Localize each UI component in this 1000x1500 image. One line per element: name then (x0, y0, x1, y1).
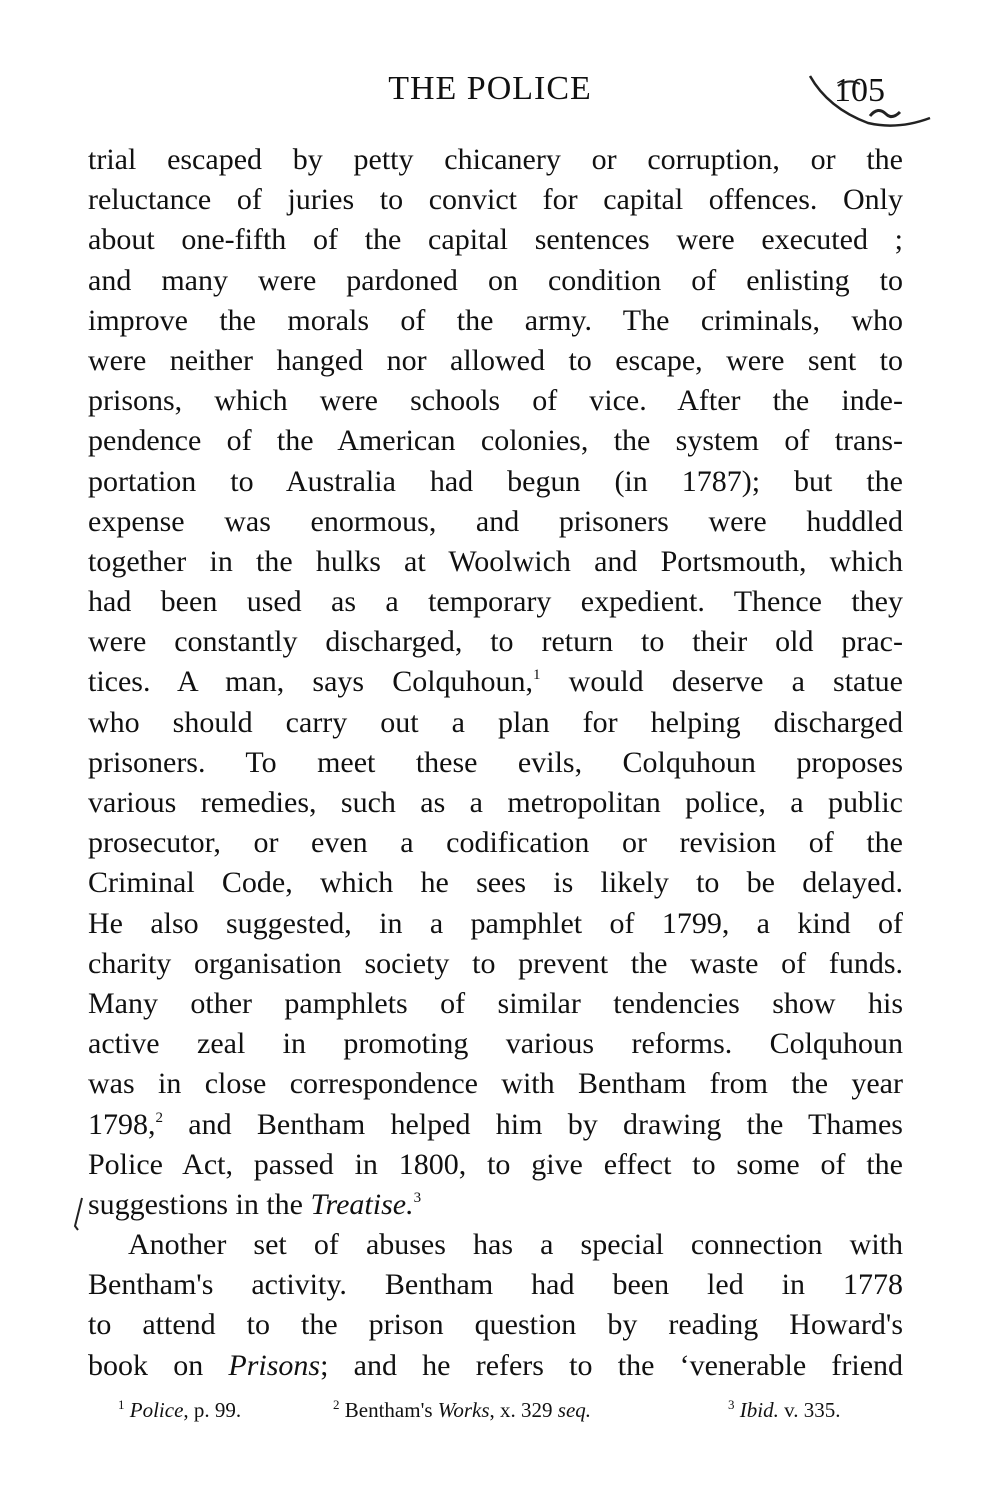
text-line: Police Act, passed in 1800, to give effect to some of the (88, 1147, 903, 1181)
text-line: was in close correspondence with Bentham from the year (88, 1067, 903, 1101)
text-line: who should carry out a plan for helping discharged (88, 705, 903, 739)
text-line: prosecutor, or even a codification or revision of the (88, 826, 903, 860)
text-line: reluctance of juries to convict for capital offences. Only (88, 183, 903, 217)
footnote-title: Police (129, 1398, 184, 1422)
page-number: 105 (834, 72, 885, 109)
text-line (88, 1185, 903, 1225)
text-line: to attend to the prison question by reading Howard's (88, 1308, 903, 1342)
text-line: trial escaped by petty chicanery or corruption, or the (88, 143, 903, 176)
text-line (88, 1105, 903, 1145)
footnote-3 (728, 1398, 840, 1423)
footnote-title: Ibid. (739, 1398, 779, 1422)
text-line: and many were pardoned on condition of enlisting to (88, 263, 903, 297)
text-segment: and Bentham helped him by drawing the Thames (163, 1107, 903, 1141)
text-segment: 1798, (88, 1107, 156, 1141)
text-line: active zeal in promoting various reforms. Colquhoun (88, 1027, 903, 1061)
text-line (88, 662, 903, 702)
running-title: THE POLICE (388, 70, 592, 107)
text-line: were neither hanged nor allowed to escape, were sent to (88, 343, 903, 377)
margin-pen-mark (70, 1196, 90, 1256)
text-line: about one-fifth of the capital sentences were executed ; (88, 223, 903, 257)
text-line (88, 1346, 903, 1386)
text-line: Criminal Code, which he sees is likely to be delayed. (88, 866, 903, 900)
text-segment: book on (88, 1348, 229, 1382)
text-segment: tices. A man, says Colquhoun, (88, 665, 534, 699)
text-line: improve the morals of the army. The criminals, who (88, 303, 903, 337)
text-line: He also suggested, in a pamphlet of 1799, a kind of (88, 906, 903, 940)
footnote-mark: 2 (333, 1397, 340, 1412)
text-line: Bentham's activity. Bentham had been led in 1778 (88, 1268, 903, 1302)
footnote-ref: 3 (413, 1189, 422, 1206)
footnote-1 (118, 1398, 241, 1423)
text-line: Another set of abuses has a special connection with (128, 1228, 903, 1262)
footnote-title: Works (437, 1398, 490, 1422)
footnote-title: seq. (557, 1398, 592, 1422)
text-line: charity organisation society to prevent the waste of funds. (88, 946, 903, 980)
footnote-mark: 3 (728, 1397, 735, 1412)
text-segment: would deserve a statue (540, 665, 903, 699)
text-line: prisoners. To meet these evils, Colquhoun proposes (88, 745, 903, 779)
text-line: together in the hulks at Woolwich and Portsmouth, which (88, 544, 903, 578)
body-text (88, 140, 903, 1386)
footnote-text: v. 335. (778, 1398, 841, 1422)
footnote-text: Bentham's (344, 1398, 438, 1422)
text-line: various remedies, such as a metropolitan police, a public (88, 786, 903, 819)
text-line: prisons, which were schools of vice. After the inde- (88, 384, 903, 418)
footnote-ref: 2 (155, 1109, 163, 1126)
text-line: were constantly discharged, to return to their old prac- (88, 625, 903, 659)
footnote-mark: 1 (118, 1397, 125, 1412)
footnote-text: , p. 99. (183, 1398, 242, 1422)
text-segment: suggestions in the (88, 1187, 311, 1221)
text-line: had been used as a temporary expedient. Thence they (88, 585, 903, 619)
italic-title: Prisons (228, 1348, 321, 1382)
footnote-text: , x. 329 (489, 1398, 558, 1422)
footnote-ref: 1 (533, 667, 541, 684)
text-line: expense was enormous, and prisoners were huddled (88, 504, 903, 538)
text-line: pendence of the American colonies, the system of trans- (88, 424, 903, 458)
text-line: portation to Australia had begun (in 1787); but the (88, 464, 903, 498)
text-segment: ; and he refers to the ‘venerable friend (320, 1348, 903, 1382)
text-line: Many other pamphlets of similar tendencies show his (88, 986, 903, 1020)
footnote-2 (333, 1398, 591, 1423)
italic-title: Treatise. (310, 1187, 414, 1221)
